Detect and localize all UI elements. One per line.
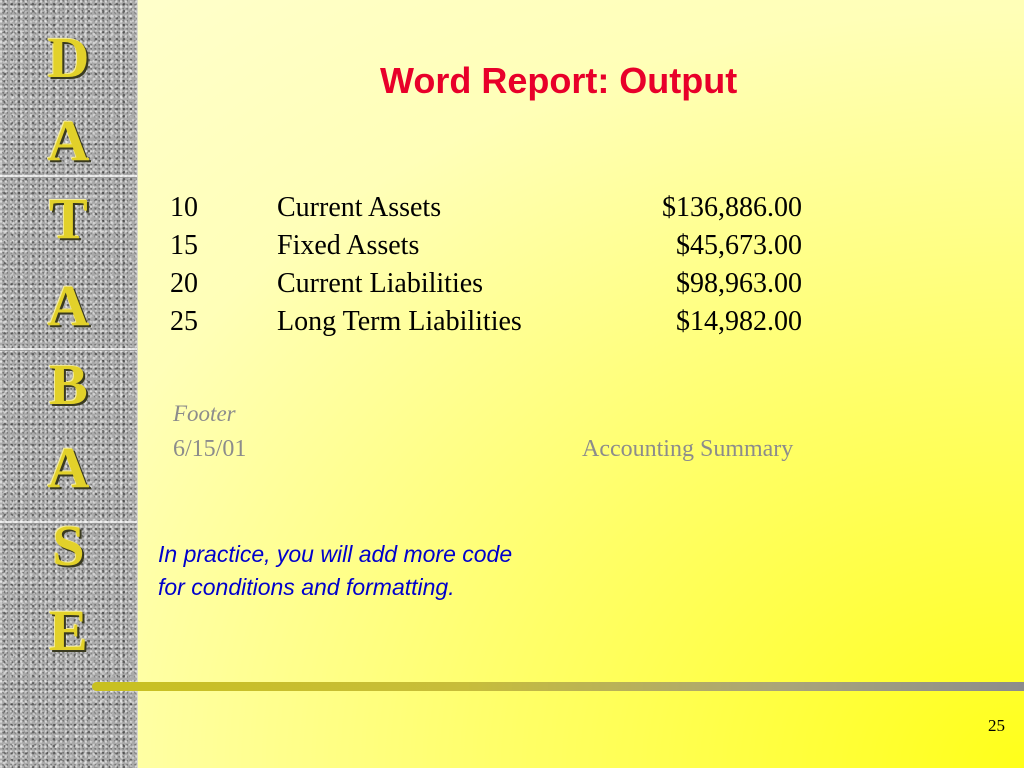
report-amount: $98,963.00 <box>676 268 802 299</box>
report-amount: $45,673.00 <box>676 230 802 261</box>
practice-note-line: for conditions and formatting. <box>158 574 455 600</box>
sidebar-letter: A <box>47 273 90 338</box>
sidebar-tile-seam <box>0 175 137 178</box>
report-account-name: Current Liabilities <box>277 268 484 299</box>
sidebar-letter: B <box>49 352 88 417</box>
sidebar-tile-seam <box>0 348 137 351</box>
sidebar-letter: A <box>47 108 90 173</box>
sidebar-letter: S <box>52 513 85 578</box>
report-code: 10 <box>170 192 198 223</box>
report-code: 15 <box>170 230 198 261</box>
page-number: 25 <box>988 716 1005 735</box>
divider-rule <box>92 682 1024 691</box>
footer-date: 6/15/01 <box>173 436 247 462</box>
slide-title: Word Report: Output <box>380 60 738 101</box>
report-account-name: Long Term Liabilities <box>277 306 522 337</box>
footer-label: Footer <box>173 401 236 426</box>
database-sidebar <box>0 0 138 768</box>
report-code: 25 <box>170 306 198 337</box>
report-amount: $14,982.00 <box>676 306 802 337</box>
report-amount: $136,886.00 <box>662 192 802 223</box>
sidebar-letter: E <box>49 598 88 663</box>
sidebar-letter: A <box>47 435 90 500</box>
sidebar-letter: T <box>49 186 88 251</box>
practice-note-line: In practice, you will add more code <box>158 541 513 567</box>
practice-note <box>158 538 512 604</box>
sidebar-letter: D <box>47 25 90 90</box>
report-code: 20 <box>170 268 198 299</box>
footer-report-title: Accounting Summary <box>582 436 794 462</box>
report-account-name: Current Assets <box>277 192 442 223</box>
report-account-name: Fixed Assets <box>277 230 420 261</box>
